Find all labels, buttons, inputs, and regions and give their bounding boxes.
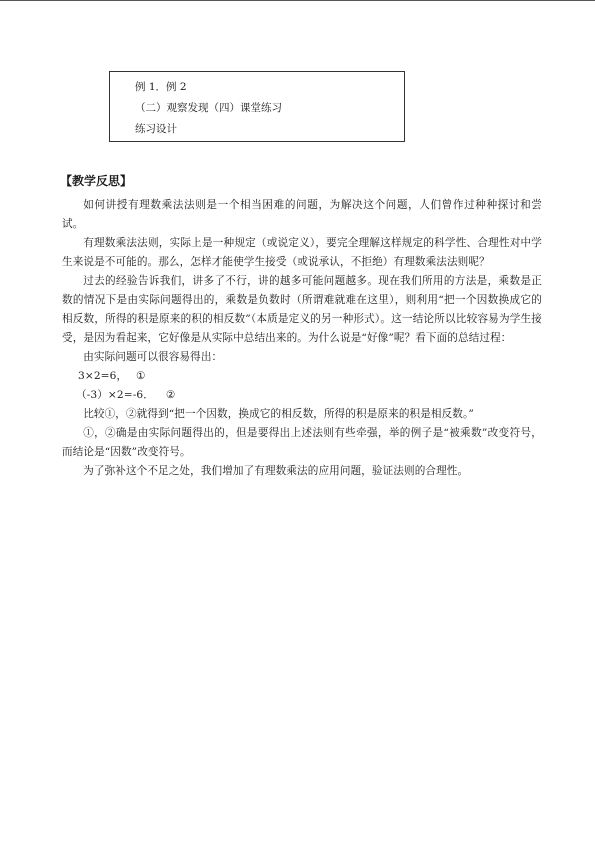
paragraph-experience: 过去的经验告诉我们，讲多了不行，讲的越多可能问题越多。现在我们所用的方法是，乘数是正数的情况下是由实际问题得出的，乘数是负数时（所谓难就难在这里），则利用“把一个因数换成它的相反数，所得的积是原来的积的相反数”（本质是定义的另一种形式）。这一结论所以比较容易为学生接受，是因为看起来，它好像是从实际中总结出来的。为什么说是“好像”呢？看下面的总结过程： [62,275,542,344]
paragraph-intro: 如何讲授有理数乘法法则是一个相当困难的问题，为解决这个问题，人们曾作过种种探讨和尝试。 [62,199,542,230]
equation-one [62,367,542,386]
paragraph-derive: 由实际问题可以很容易得出： [83,351,223,363]
reflection-body [62,196,542,481]
reflection-heading: 【教学反思】 [60,174,133,188]
paragraph-compare: 比较①，②就得到“把一个因数，换成它的相反数，所得的积是原来的积是相反数。” [83,408,474,420]
outline-line-observe-practice: （二）观察发现（四）课堂练习 [135,102,282,114]
equation-one-expr: 3×2=6， [78,370,128,382]
outline-line-exercise-design: 练习设计 [135,123,177,135]
top-border-line [0,0,595,1]
paragraph-rule-definition: 有理数乘法法则，实际上是一种规定（或说定义），要完全理解这样规定的科学性、合理性对中学生来说是不可能的。那么，怎样才能使学生接受（或说承认，不拒绝）有理数乘法法则呢？ [62,237,542,268]
paragraph-remedy: 为了弥补这个不足之处，我们增加了有理数乘法的应用问题，验证法则的合理性。 [83,465,469,477]
equation-two [62,386,542,405]
outline-line-examples: 例 1．例 2 [135,81,187,93]
paragraph-critique: ①，②确是由实际问题得出的，但是要得出上述法则有些牵强，举的例子是“被乘数”改变符号，而结论是“因数”改变符号。 [62,427,542,458]
equation-one-mark: ① [136,370,146,382]
equation-two-mark: ② [165,389,176,401]
equation-two-expr: （-3）×2=-6． [76,389,154,401]
lesson-outline-box [109,71,405,142]
